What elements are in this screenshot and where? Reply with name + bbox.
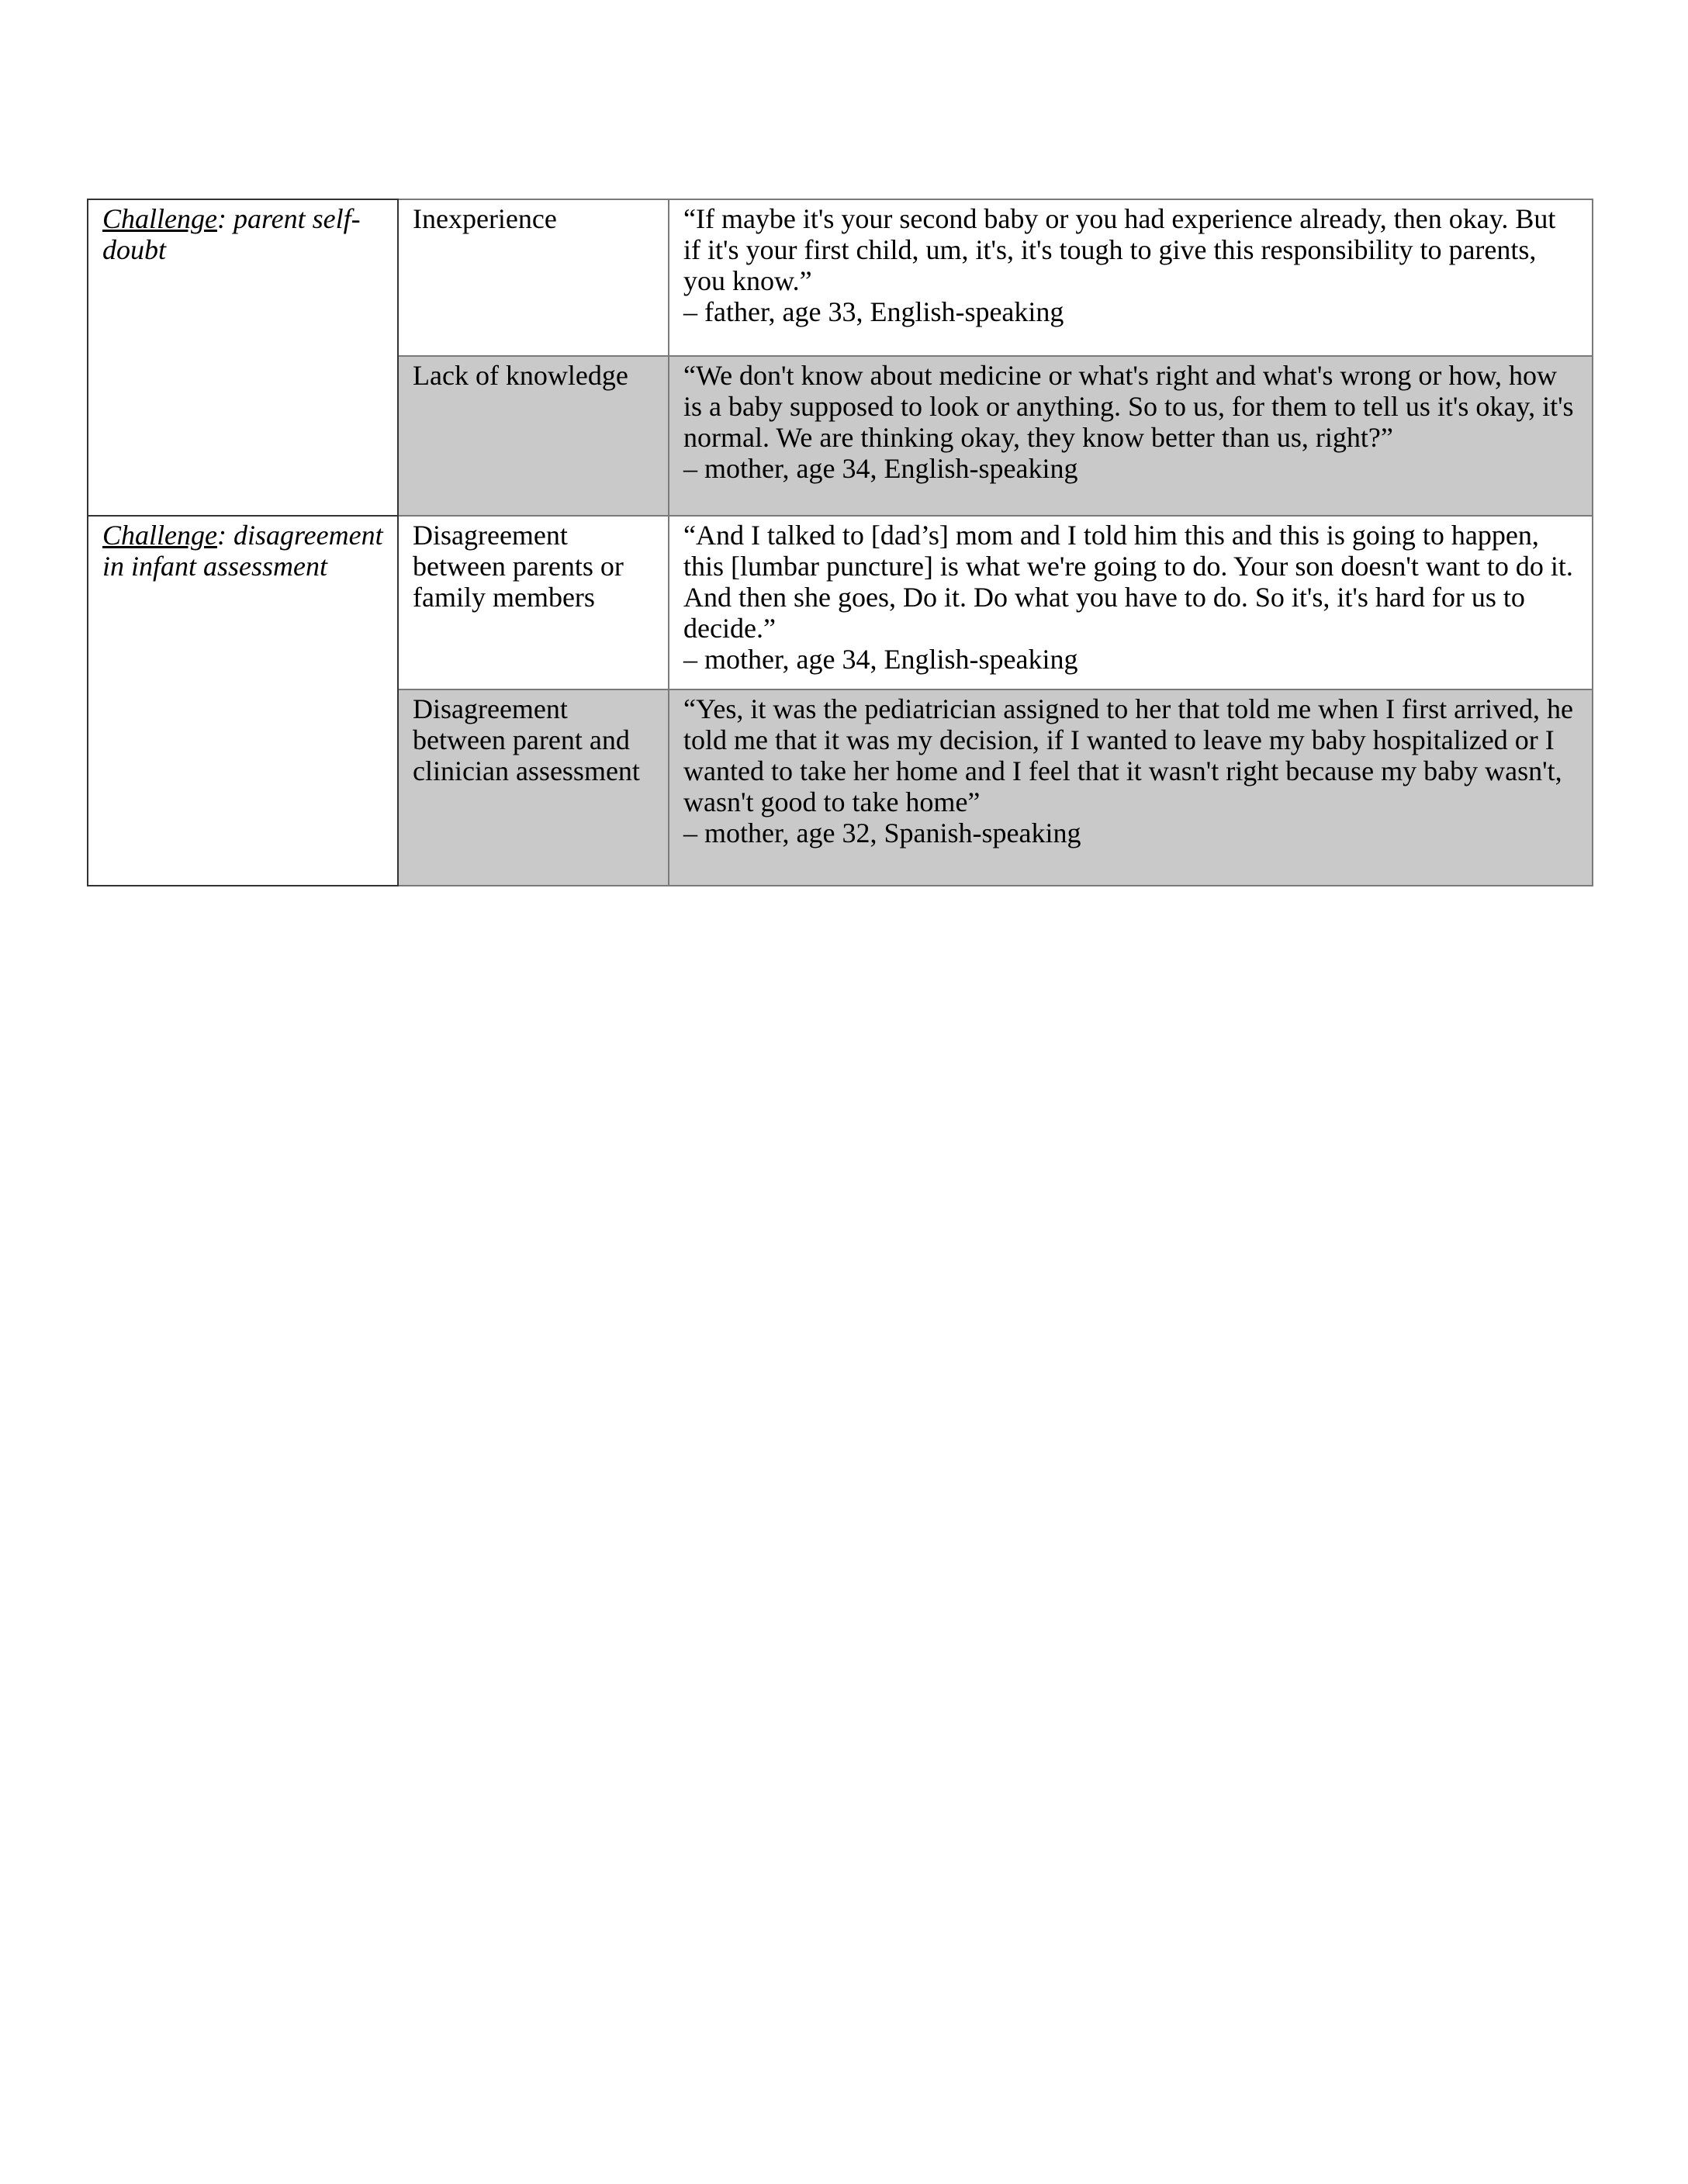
quote-cell	[669, 356, 1593, 516]
subtheme-label: Lack of knowledge	[413, 360, 628, 391]
quote-attribution: – mother, age 34, English-speaking	[683, 453, 1078, 484]
category-prefix: Challenge	[102, 203, 217, 234]
subtheme-cell	[398, 199, 669, 356]
category-cell	[88, 516, 398, 886]
table-row	[88, 199, 1593, 356]
quote-attribution: – father, age 33, English-speaking	[683, 296, 1064, 327]
table-row	[88, 516, 1593, 689]
quote-text: “Yes, it was the pediatrician assigned to her that told me when I first arrived, he told me that it was my decision, if I wanted to leave my baby hospitalized or I wanted to take her home and I feel that it wasn't right because my baby wasn't, wasn't good to take home”	[683, 693, 1574, 817]
category-label	[102, 520, 383, 582]
subtheme-label: Inexperience	[413, 203, 557, 234]
quote-text: “We don't know about medicine or what's right and what's wrong or how, how is a baby supposed to look or anything. So to us, for them to tell us it's okay, it's normal. We are thinking okay, they know better than us, right?”	[683, 360, 1574, 453]
quote-attribution: – mother, age 32, Spanish-speaking	[683, 817, 1081, 848]
quote-cell	[669, 516, 1593, 689]
category-text: : disagreement in infant assessment	[102, 520, 383, 582]
subtheme-label: Disagreement between parent and clinician assessment	[413, 693, 640, 786]
quote-attribution: – mother, age 34, English-speaking	[683, 644, 1078, 675]
category-label	[102, 203, 361, 265]
subtheme-cell	[398, 356, 669, 516]
category-text: : parent self-doubt	[102, 203, 361, 265]
quote-cell	[669, 689, 1593, 886]
category-prefix: Challenge	[102, 520, 217, 551]
quote-text: “If maybe it's your second baby or you had experience already, then okay. But if it's your first child, um, it's, it's tough to give this responsibility to parents, you know.”	[683, 203, 1556, 296]
quote-text: “And I talked to [dad’s] mom and I told him this and this is going to happen, this [lumbar puncture] is what we're going to do. Your son doesn't want to do it. And then she goes, Do it. Do what you have to do. So it's, it's hard for us to decide.”	[683, 520, 1573, 644]
category-cell	[88, 199, 398, 516]
subtheme-cell	[398, 689, 669, 886]
quote-cell	[669, 199, 1593, 356]
subtheme-label: Disagreement between parents or family members	[413, 520, 624, 613]
subtheme-cell	[398, 516, 669, 689]
challenges-table	[87, 199, 1593, 886]
